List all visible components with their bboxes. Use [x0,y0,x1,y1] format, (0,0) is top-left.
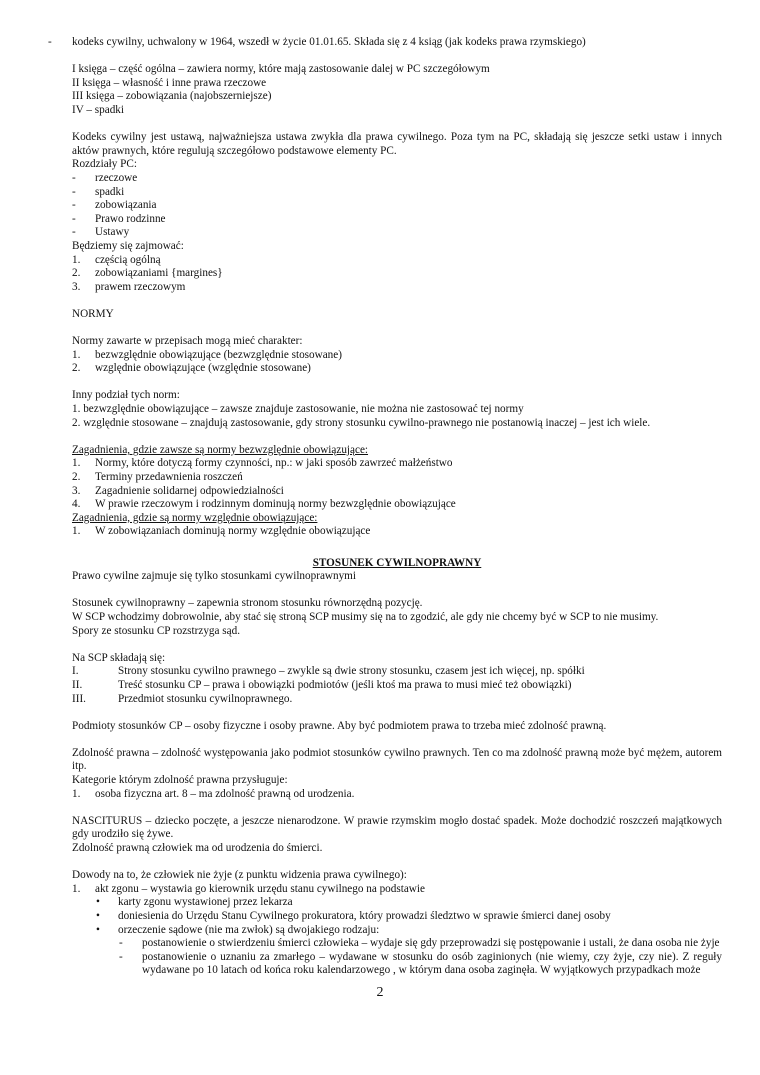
zdolnosc-smierc: Zdolność prawną człowiek ma od urodzenia do śmierci. [72,842,323,855]
dash-marker: - [72,226,76,239]
dash-item: - postanowienie o stwierdzeniu śmierci człowieka – wydaje się gdy przeprowadzi się postępowanie i ustali, że dana osoba nie żyje [119,937,720,950]
scp-intro: Prawo cywilne zajmuje się tylko stosunkami cywilnoprawnymi [72,570,356,583]
list-item: 1. osoba fizyczna art. 8 – ma zdolność prawną od urodzenia. [72,787,355,800]
intro-item [48,36,722,50]
podzial-line: 2. względnie stosowane – znajdują zastosowanie, gdy strony stosunku cywilno-prawnego nie postanowią inaczej – jest ich wiele. [72,416,651,429]
list-item: - zobowiązania [72,199,157,212]
dash-marker: - [119,950,123,963]
section-title: STOSUNEK CYWILNOPRAWNY [312,556,482,569]
list-item: II. Treść stosunku CP – prawa i obowiązki podmiotów (jeśli ktoś ma prawa to musi mieć też obowiązki) [72,678,572,691]
dash-marker: - [72,212,76,225]
list-item: 3. prawem rzeczowym [72,280,186,293]
list-item: 2. Terminy przedawnienia roszczeń [72,471,243,483]
book-line: I księga – część ogólna – zawiera normy, które mają zastosowanie dalej w PC szczegółowym [72,63,490,76]
bullet-icon: • [96,896,100,909]
list-item: - spadki [72,185,125,198]
list-item: 1. W zobowiązaniach dominują normy względnie obowiązujące [72,525,371,538]
dash-marker: - [48,36,52,48]
dash-marker: - [72,171,76,184]
list-item: 4. W prawie rzeczowym i rodzinnym dominują normy bezwzględnie obowiązujące [72,498,456,511]
normy-intro: Normy zawarte w przepisach mogą mieć charakter: [72,335,303,348]
book-line: III księga – zobowiązania (najobszerniejsze) [72,90,272,103]
scp-def-line: Spory ze stosunku CP rozstrzyga sąd. [72,624,240,637]
bullet-item: • karty zgonu wystawionej przez lekarza [96,896,293,909]
bullet-item: • orzeczenie sądowe (nie ma zwłok) są dwojakiego rodzaju: [96,923,380,936]
list-item: - Ustawy [72,226,130,239]
zag-wzgl-label: Zagadnienia, gdzie są normy względnie obowiązujące: [72,511,318,524]
scp-def-line: Stosunek cywilnoprawny – zapewnia stronom stosunku równorzędną pozycję. [72,597,423,610]
zdolnosc-paragraph: Zdolność prawna – zdolność występowania jako podmiot stosunków cywilno prawnych. Ten co ma zdolność prawną może być mężem, autorem itp. [72,746,722,773]
rozdzialy-label: Rozdziały PC: [72,158,137,171]
list-item: 2. względnie obowiązujące (względnie stosowane) [72,362,311,375]
list-item: III. Przedmiot stosunku cywilnoprawnego. [72,692,293,705]
list-item: - Prawo rodzinne [72,212,166,225]
list-item: 3. Zagadnienie solidarnej odpowiedzialności [72,484,284,497]
bullet-icon: • [96,910,100,922]
list-item: 1. Normy, które dotyczą formy czynności, np.: w jaki sposób zawrzeć małżeństwo [72,457,453,470]
page-number: 2 [376,985,384,1000]
bedziemy-label: Będziemy się zajmować: [72,239,184,252]
list-item: 1. akt zgonu – wystawia go kierownik urzędu stanu cywilnego na podstawie [72,882,425,895]
book-line: II księga – własność i inne prawa rzeczowe [72,76,267,89]
list-item: 1. częścią ogólną [72,253,161,266]
dash-item: - postanowienie o uznaniu za zmarłego – wydawane w stosunku do osób zaginionych (nie wiemy, czy żyje, czy nie). Z reguły wydawane po 10 latach od końca roku kalendarzowego , w którym dana osoba zaginęła. W wyjątkowych przypadkach może [119,950,722,977]
scp-sklad-label: Na SCP składają się: [72,651,166,664]
dash-marker: - [119,937,123,950]
normy-heading: NORMY [72,307,114,320]
bullet-icon: • [96,923,100,936]
list-item: 2. zobowiązaniami {margines} [72,267,223,280]
nasciturus-paragraph: NASCITURUS – dziecko poczęte, a jeszcze nienarodzone. W prawie rzymskim mogło dostać spadek. Może dochodzić roszczeń majątkowych gdy urodziło się żywe. [72,814,722,841]
book-line: IV – spadki [72,103,124,116]
list-item: 1. bezwzględnie obowiązujące (bezwzględnie stosowane) [72,348,342,361]
podmioty-paragraph: Podmioty stosunków CP – osoby fizyczne i osoby prawne. Aby być podmiotem prawa to trzeba mieć zdolność prawną. [72,719,607,732]
list-item: I. Strony stosunku cywilno prawnego – zwykle są dwie strony stosunku, czasem jest ich więcej, np. spółki [72,665,585,678]
intro-text: kodeks cywilny, uchwalony w 1964, wszedł w życie 01.01.65. Składa się z 4 ksiąg (jak kodeks prawa rzymskiego) [72,36,586,48]
kategorie-label: Kategorie którym zdolność prawna przysługuje: [72,774,288,787]
podzial-line: 1. bezwzględnie obowiązujące – zawsze znajduje zastosowanie, nie można nie zastosować tej normy [72,403,524,416]
bullet-item: • doniesienia do Urzędu Stanu Cywilnego prokuratora, który prowadzi śledztwo w sprawie śmierci danej osoby [96,910,611,922]
dowody-label: Dowody na to, że człowiek nie żyje (z punktu widzenia prawa cywilnego): [72,869,407,882]
dash-marker: - [72,199,76,212]
list-item: - rzeczowe [72,171,138,184]
dash-marker: - [72,185,76,198]
kodeks-paragraph: Kodeks cywilny jest ustawą, najważniejsza ustawa zwykła dla prawa cywilnego. Poza tym na PC, składają się jeszcze setki ustaw i innych aktów prawnych, które regulują szczegółowo podstawowe elementy PC. [72,131,722,157]
zag-bezw-label: Zagadnienia, gdzie zawsze są normy bezwzględnie obowiązujące: [72,443,369,456]
podzial-label: Inny podział tych norm: [72,389,180,402]
scp-def-line: W SCP wchodzimy dobrowolnie, aby stać się stroną SCP musimy się na to zgodzić, ale gdy nie chcemy być w SCP to nie musimy. [72,610,659,623]
